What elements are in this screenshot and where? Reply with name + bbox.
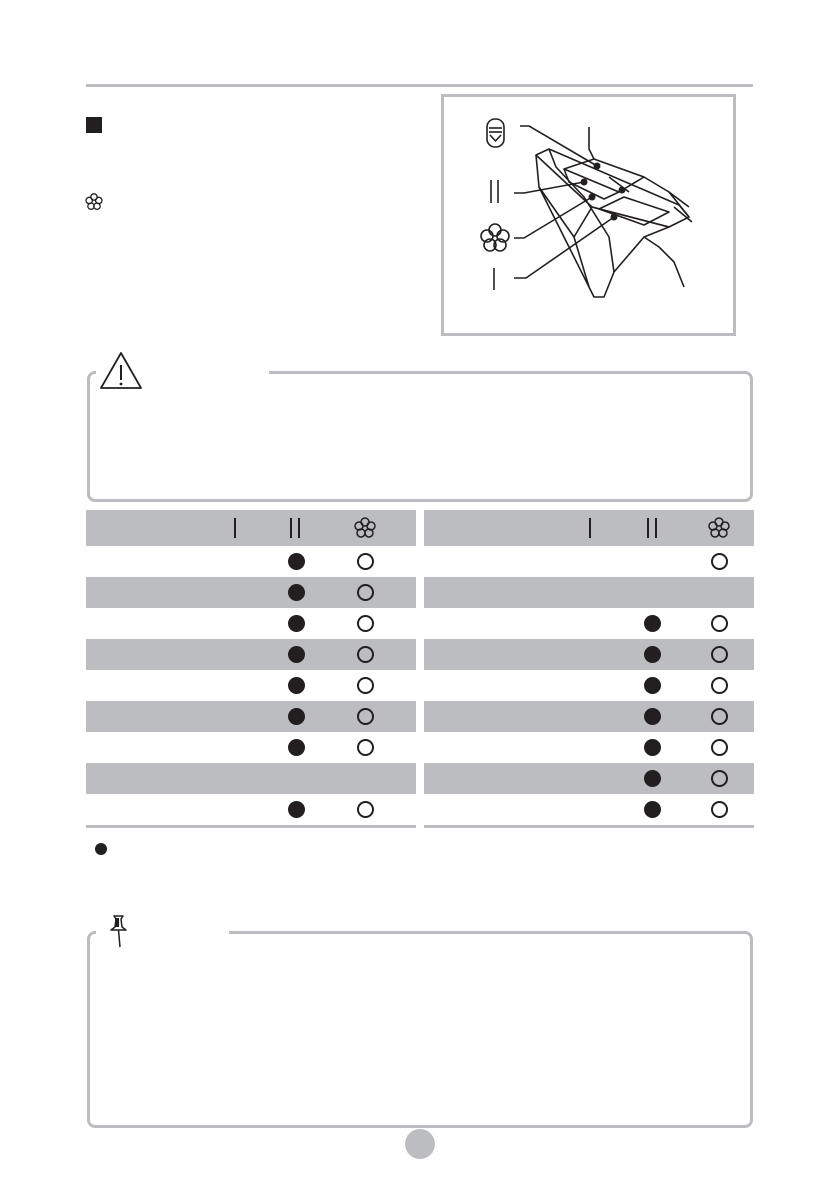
top-rule [86,84,753,87]
table-row [424,577,754,608]
prewash-column-icon [230,516,240,540]
softener-hollow-dot [357,739,374,756]
table-row [86,763,416,794]
main-wash-filled-dot [644,801,661,818]
table-row [86,639,416,670]
table-row [86,670,416,701]
table-header-row [424,510,754,546]
note-box [87,931,753,1128]
softener-flower-icon [707,516,731,540]
softener-hollow-dot [711,739,728,756]
softener-hollow-dot [711,708,728,725]
main-wash-filled-dot [644,615,661,632]
max-level-icon [487,119,504,147]
main-wash-filled-dot [288,584,305,601]
softener-flower-icon [481,224,509,251]
main-wash-filled-dot [644,739,661,756]
detergent-drawer-illustration [441,94,736,336]
main-wash-filled-dot [288,553,305,570]
softener-hollow-dot [357,615,374,632]
main-wash-filled-dot [288,708,305,725]
drawer-drawing [444,97,733,333]
main-wash-filled-dot [644,770,661,787]
softener-hollow-dot [711,801,728,818]
softener-hollow-dot [357,584,374,601]
main-wash-filled-dot [288,646,305,663]
prewash-column-icon [585,516,595,540]
main-wash-filled-dot [644,708,661,725]
table-row [86,608,416,639]
warning-triangle-icon [98,350,144,392]
main-wash-filled-dot [288,739,305,756]
main-wash-filled-dot [288,801,305,818]
main-wash-filled-dot [288,615,305,632]
table-row [424,701,754,732]
softener-hollow-dot [711,677,728,694]
softener-hollow-dot [711,770,728,787]
softener-hollow-dot [711,615,728,632]
pushpin-icon [106,913,134,949]
table-row [424,608,754,639]
softener-flower-icon [353,516,377,540]
table-row [424,546,754,577]
table-row [424,732,754,763]
section-bullet-square [86,117,102,133]
softener-hollow-dot [357,801,374,818]
table-row [424,670,754,701]
table-bottom-rule [86,825,416,828]
table-row [86,577,416,608]
table-row [86,701,416,732]
softener-hollow-dot [711,646,728,663]
table-row [424,763,754,794]
table-row [86,732,416,763]
softener-hollow-dot [357,708,374,725]
table-header-row [86,510,416,546]
softener-flower-icon [84,192,104,212]
softener-hollow-dot [357,646,374,663]
softener-hollow-dot [357,677,374,694]
table-bottom-rule [424,825,754,828]
main-wash-column-icon [288,516,302,540]
main-wash-filled-dot [644,677,661,694]
table-row [86,546,416,577]
table-row [424,639,754,670]
softener-hollow-dot [711,553,728,570]
dosage-table-left [86,510,416,828]
page-number-badge [405,1129,435,1159]
table-row [86,794,416,825]
softener-hollow-dot [357,553,374,570]
warning-box [87,371,753,502]
main-wash-column-icon [645,516,659,540]
main-wash-filled-dot [288,677,305,694]
main-wash-filled-dot [644,646,661,663]
dosage-table-right [424,510,754,828]
table-row [424,794,754,825]
legend-filled-dot [95,843,107,855]
